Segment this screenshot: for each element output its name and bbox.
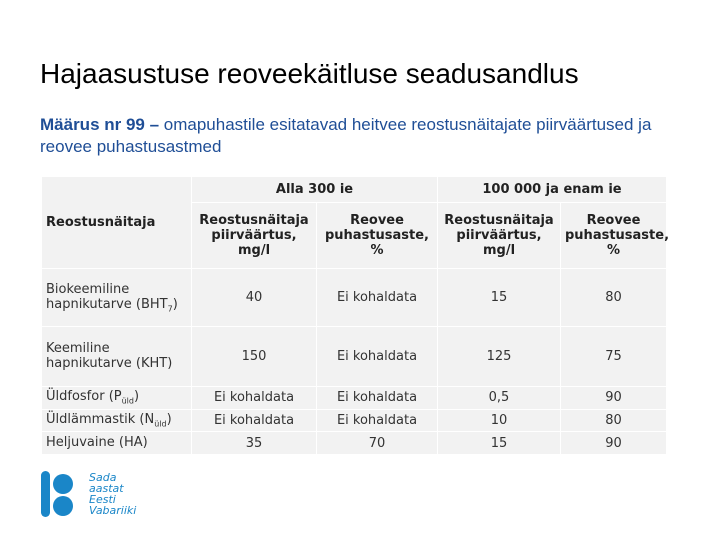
table-row (42, 409, 667, 432)
table-row (42, 432, 667, 455)
small-limit-value: Ei kohaldata (192, 386, 317, 409)
header-large-limit: Reostusnäitaja piirväärtus, mg/l (438, 202, 561, 268)
small-degree-value: Ei kohaldata (317, 326, 438, 386)
header-small-degree: Reovee puhastusaste, % (317, 202, 438, 268)
small-limit-value: Ei kohaldata (192, 409, 317, 432)
small-limit-value: 40 (192, 268, 317, 326)
indicator-name: Biokeemiline hapnikutarve $(BHT_7)$ (42, 268, 192, 326)
large-degree-value: 90 (561, 432, 667, 455)
large-limit-value: 0,5 (438, 386, 561, 409)
logo-mark-lower-zero (53, 496, 73, 516)
logo-caption: Sada aastat Eesti Vabariiki (89, 471, 137, 517)
large-degree-value: 80 (561, 409, 667, 432)
table-row (42, 268, 667, 326)
large-degree-value: 80 (561, 268, 667, 326)
table-row (42, 386, 667, 409)
small-degree-value: Ei kohaldata (317, 268, 438, 326)
indicator-name: Üldfosfor $(P_{üld})$ (42, 386, 192, 409)
slide-subtitle (40, 114, 660, 158)
small-degree-value: Ei kohaldata (317, 386, 438, 409)
small-degree-value: Ei kohaldata (317, 409, 438, 432)
large-degree-value: 75 (561, 326, 667, 386)
table-row (42, 326, 667, 386)
large-limit-value: 15 (438, 268, 561, 326)
limits-table (41, 176, 670, 455)
large-degree-value: 90 (561, 386, 667, 409)
regulation-reference: Määrus nr 99 – (40, 115, 160, 134)
indicator-name: Heljuvaine (HA) (42, 432, 192, 455)
large-limit-value: 15 (438, 432, 561, 455)
large-limit-value: 10 (438, 409, 561, 432)
subtitle-text: omapuhastile esitatavad heitvee reostusnäitajate piirväärtused ja reovee puhastusastmed (40, 115, 652, 156)
header-indicator: Reostusnäitaja (42, 177, 192, 269)
small-limit-value: 35 (192, 432, 317, 455)
logo-mark-one (41, 471, 50, 517)
header-group-small: Alla 300 ie (192, 177, 438, 203)
small-limit-value: 150 (192, 326, 317, 386)
indicator-name: Keemiline hapnikutarve (KHT) (42, 326, 192, 386)
slide-title: Hajaasustuse reoveekäitluse seadusandlus (40, 58, 579, 89)
header-group-large: 100 000 ja enam ie (438, 177, 667, 203)
large-limit-value: 125 (438, 326, 561, 386)
header-small-limit: Reostusnäitaja piirväärtus, mg/l (192, 202, 317, 268)
small-degree-value: 70 (317, 432, 438, 455)
logo-mark-upper-zero (53, 474, 73, 494)
indicator-name: Üldlämmastik $(N_{üld})$ (42, 409, 192, 432)
header-large-degree: Reovee puhastusaste, % (561, 202, 667, 268)
